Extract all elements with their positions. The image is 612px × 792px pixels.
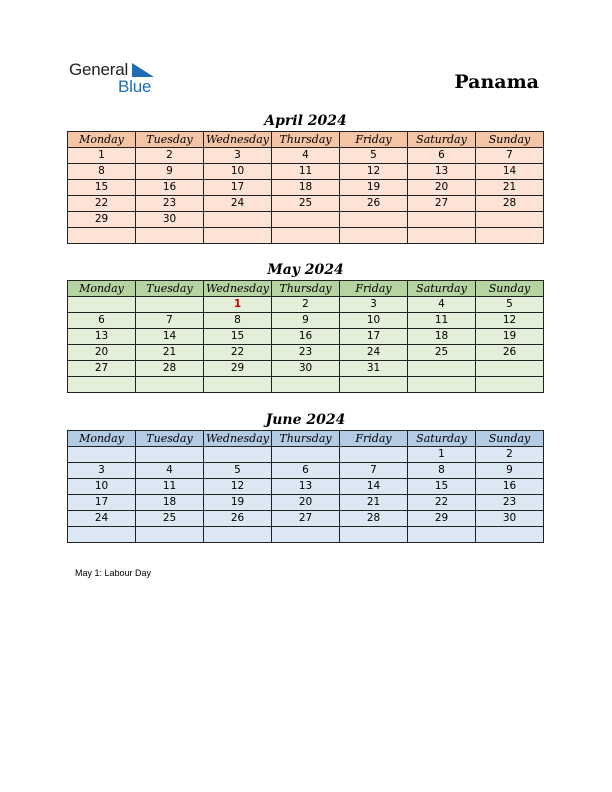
day-cell: 30 xyxy=(272,361,340,377)
day-cell: 19 xyxy=(340,180,408,196)
day-cell: 18 xyxy=(272,180,340,196)
day-cell: 5 xyxy=(476,297,544,313)
day-cell: 5 xyxy=(340,148,408,164)
month-title: May 2024 xyxy=(267,262,344,278)
weekday-header: Saturday xyxy=(408,132,476,148)
day-cell xyxy=(272,527,340,543)
weekday-header: Monday xyxy=(68,431,136,447)
day-cell xyxy=(272,447,340,463)
day-cell xyxy=(204,212,272,228)
day-cell: 22 xyxy=(204,345,272,361)
day-cell: 12 xyxy=(340,164,408,180)
day-cell: 23 xyxy=(136,196,204,212)
week-row xyxy=(68,495,544,511)
day-cell: 17 xyxy=(68,495,136,511)
day-cell: 16 xyxy=(272,329,340,345)
weekday-header: Monday xyxy=(68,281,136,297)
day-cell xyxy=(408,228,476,244)
day-cell: 7 xyxy=(136,313,204,329)
day-cell: 17 xyxy=(204,180,272,196)
day-cell xyxy=(68,297,136,313)
day-cell: 23 xyxy=(476,495,544,511)
weekday-header: Thursday xyxy=(272,431,340,447)
day-cell: 19 xyxy=(204,495,272,511)
day-cell: 1 xyxy=(408,447,476,463)
day-cell xyxy=(408,361,476,377)
day-cell: 22 xyxy=(68,196,136,212)
day-cell: 27 xyxy=(68,361,136,377)
holiday-notes xyxy=(75,568,151,578)
logo-flag-icon xyxy=(132,63,154,77)
day-cell: 11 xyxy=(136,479,204,495)
day-cell: 26 xyxy=(204,511,272,527)
day-cell: 29 xyxy=(204,361,272,377)
day-cell: 25 xyxy=(408,345,476,361)
weekday-header: Friday xyxy=(340,132,408,148)
week-row xyxy=(68,196,544,212)
day-cell: 6 xyxy=(272,463,340,479)
day-cell: 28 xyxy=(136,361,204,377)
day-cell: 22 xyxy=(408,495,476,511)
day-cell: 8 xyxy=(408,463,476,479)
week-row xyxy=(68,329,544,345)
day-cell xyxy=(476,377,544,393)
day-cell: 13 xyxy=(68,329,136,345)
month-june xyxy=(67,411,544,543)
day-cell xyxy=(136,527,204,543)
day-cell: 25 xyxy=(136,511,204,527)
day-cell: 13 xyxy=(272,479,340,495)
day-cell: 20 xyxy=(272,495,340,511)
week-row xyxy=(68,212,544,228)
weekday-header: Thursday xyxy=(272,132,340,148)
day-cell xyxy=(408,377,476,393)
day-cell: 10 xyxy=(204,164,272,180)
day-cell: 28 xyxy=(476,196,544,212)
weekday-header: Wednesday xyxy=(204,431,272,447)
day-cell xyxy=(476,228,544,244)
day-cell: 8 xyxy=(204,313,272,329)
weekday-header: Wednesday xyxy=(204,132,272,148)
day-cell: 3 xyxy=(68,463,136,479)
day-cell: 7 xyxy=(340,463,408,479)
day-cell: 29 xyxy=(68,212,136,228)
day-cell: 10 xyxy=(340,313,408,329)
day-cell: 4 xyxy=(408,297,476,313)
weekday-header: Wednesday xyxy=(204,281,272,297)
day-cell: 16 xyxy=(136,180,204,196)
day-cell: 6 xyxy=(68,313,136,329)
day-cell: 15 xyxy=(408,479,476,495)
day-cell: 30 xyxy=(136,212,204,228)
day-cell xyxy=(204,447,272,463)
day-cell xyxy=(340,447,408,463)
day-cell: 24 xyxy=(204,196,272,212)
week-row xyxy=(68,313,544,329)
weekday-header: Tuesday xyxy=(136,431,204,447)
month-title: April 2024 xyxy=(264,113,347,129)
day-cell: 12 xyxy=(204,479,272,495)
day-cell: 11 xyxy=(408,313,476,329)
day-cell: 14 xyxy=(476,164,544,180)
day-cell: 29 xyxy=(408,511,476,527)
day-cell: 1 xyxy=(204,297,272,313)
day-cell: 6 xyxy=(408,148,476,164)
day-cell: 2 xyxy=(272,297,340,313)
weekday-header: Tuesday xyxy=(136,281,204,297)
weekday-header: Saturday xyxy=(408,431,476,447)
day-cell: 3 xyxy=(340,297,408,313)
day-cell: 9 xyxy=(476,463,544,479)
day-cell: 26 xyxy=(476,345,544,361)
day-cell xyxy=(476,212,544,228)
day-cell xyxy=(408,527,476,543)
week-row xyxy=(68,228,544,244)
day-cell xyxy=(136,228,204,244)
day-cell: 16 xyxy=(476,479,544,495)
day-cell: 2 xyxy=(476,447,544,463)
week-row xyxy=(68,377,544,393)
day-cell xyxy=(68,447,136,463)
day-cell: 24 xyxy=(68,511,136,527)
week-row xyxy=(68,180,544,196)
weekday-header: Friday xyxy=(340,431,408,447)
day-cell: 20 xyxy=(68,345,136,361)
day-cell xyxy=(136,297,204,313)
day-cell: 19 xyxy=(476,329,544,345)
month-title: June 2024 xyxy=(265,412,346,428)
day-cell: 4 xyxy=(136,463,204,479)
day-cell xyxy=(136,447,204,463)
weekday-header: Monday xyxy=(68,132,136,148)
day-cell xyxy=(340,527,408,543)
country-title: Panama xyxy=(454,71,539,93)
day-cell xyxy=(272,212,340,228)
day-cell: 27 xyxy=(272,511,340,527)
day-cell: 28 xyxy=(340,511,408,527)
day-cell xyxy=(476,361,544,377)
day-cell: 8 xyxy=(68,164,136,180)
day-cell: 9 xyxy=(272,313,340,329)
day-cell xyxy=(68,527,136,543)
day-cell: 3 xyxy=(204,148,272,164)
calendar-table xyxy=(67,131,544,244)
weekday-header: Friday xyxy=(340,281,408,297)
weekday-header: Saturday xyxy=(408,281,476,297)
week-row xyxy=(68,479,544,495)
day-cell: 21 xyxy=(136,345,204,361)
calendar-table xyxy=(67,280,544,393)
day-cell: 31 xyxy=(340,361,408,377)
day-cell xyxy=(68,228,136,244)
weekday-header: Thursday xyxy=(272,281,340,297)
week-row xyxy=(68,361,544,377)
weekday-header: Sunday xyxy=(476,132,544,148)
logo-word-blue: Blue xyxy=(118,77,152,96)
day-cell: 14 xyxy=(136,329,204,345)
day-cell: 11 xyxy=(272,164,340,180)
day-cell xyxy=(272,377,340,393)
day-cell: 26 xyxy=(340,196,408,212)
week-row xyxy=(68,511,544,527)
week-row xyxy=(68,447,544,463)
day-cell: 20 xyxy=(408,180,476,196)
week-row xyxy=(68,463,544,479)
month-may xyxy=(67,261,544,393)
day-cell: 5 xyxy=(204,463,272,479)
day-cell: 15 xyxy=(68,180,136,196)
day-cell xyxy=(204,377,272,393)
week-row xyxy=(68,345,544,361)
day-cell: 9 xyxy=(136,164,204,180)
day-cell: 17 xyxy=(340,329,408,345)
weekday-header: Tuesday xyxy=(136,132,204,148)
holiday-note: May 1: Labour Day xyxy=(75,568,152,578)
day-cell: 14 xyxy=(340,479,408,495)
day-cell: 21 xyxy=(476,180,544,196)
day-cell: 7 xyxy=(476,148,544,164)
day-cell: 21 xyxy=(340,495,408,511)
day-cell xyxy=(408,212,476,228)
day-cell: 18 xyxy=(408,329,476,345)
day-cell xyxy=(204,228,272,244)
day-cell: 2 xyxy=(136,148,204,164)
calendar-table xyxy=(67,430,544,543)
weekday-header: Sunday xyxy=(476,281,544,297)
day-cell xyxy=(340,228,408,244)
day-cell: 4 xyxy=(272,148,340,164)
week-row xyxy=(68,297,544,313)
day-cell xyxy=(272,228,340,244)
day-cell: 15 xyxy=(204,329,272,345)
day-cell: 27 xyxy=(408,196,476,212)
day-cell xyxy=(204,527,272,543)
week-row xyxy=(68,527,544,543)
day-cell xyxy=(476,527,544,543)
day-cell xyxy=(340,377,408,393)
day-cell: 25 xyxy=(272,196,340,212)
day-cell: 12 xyxy=(476,313,544,329)
day-cell xyxy=(136,377,204,393)
day-cell: 24 xyxy=(340,345,408,361)
day-cell: 30 xyxy=(476,511,544,527)
day-cell: 1 xyxy=(68,148,136,164)
logo-word-general: General xyxy=(69,60,129,79)
brand-logo xyxy=(69,60,169,100)
day-cell: 18 xyxy=(136,495,204,511)
day-cell xyxy=(340,212,408,228)
day-cell: 10 xyxy=(68,479,136,495)
week-row xyxy=(68,164,544,180)
month-april xyxy=(67,112,544,244)
day-cell: 23 xyxy=(272,345,340,361)
week-row xyxy=(68,148,544,164)
day-cell: 13 xyxy=(408,164,476,180)
day-cell xyxy=(68,377,136,393)
weekday-header: Sunday xyxy=(476,431,544,447)
